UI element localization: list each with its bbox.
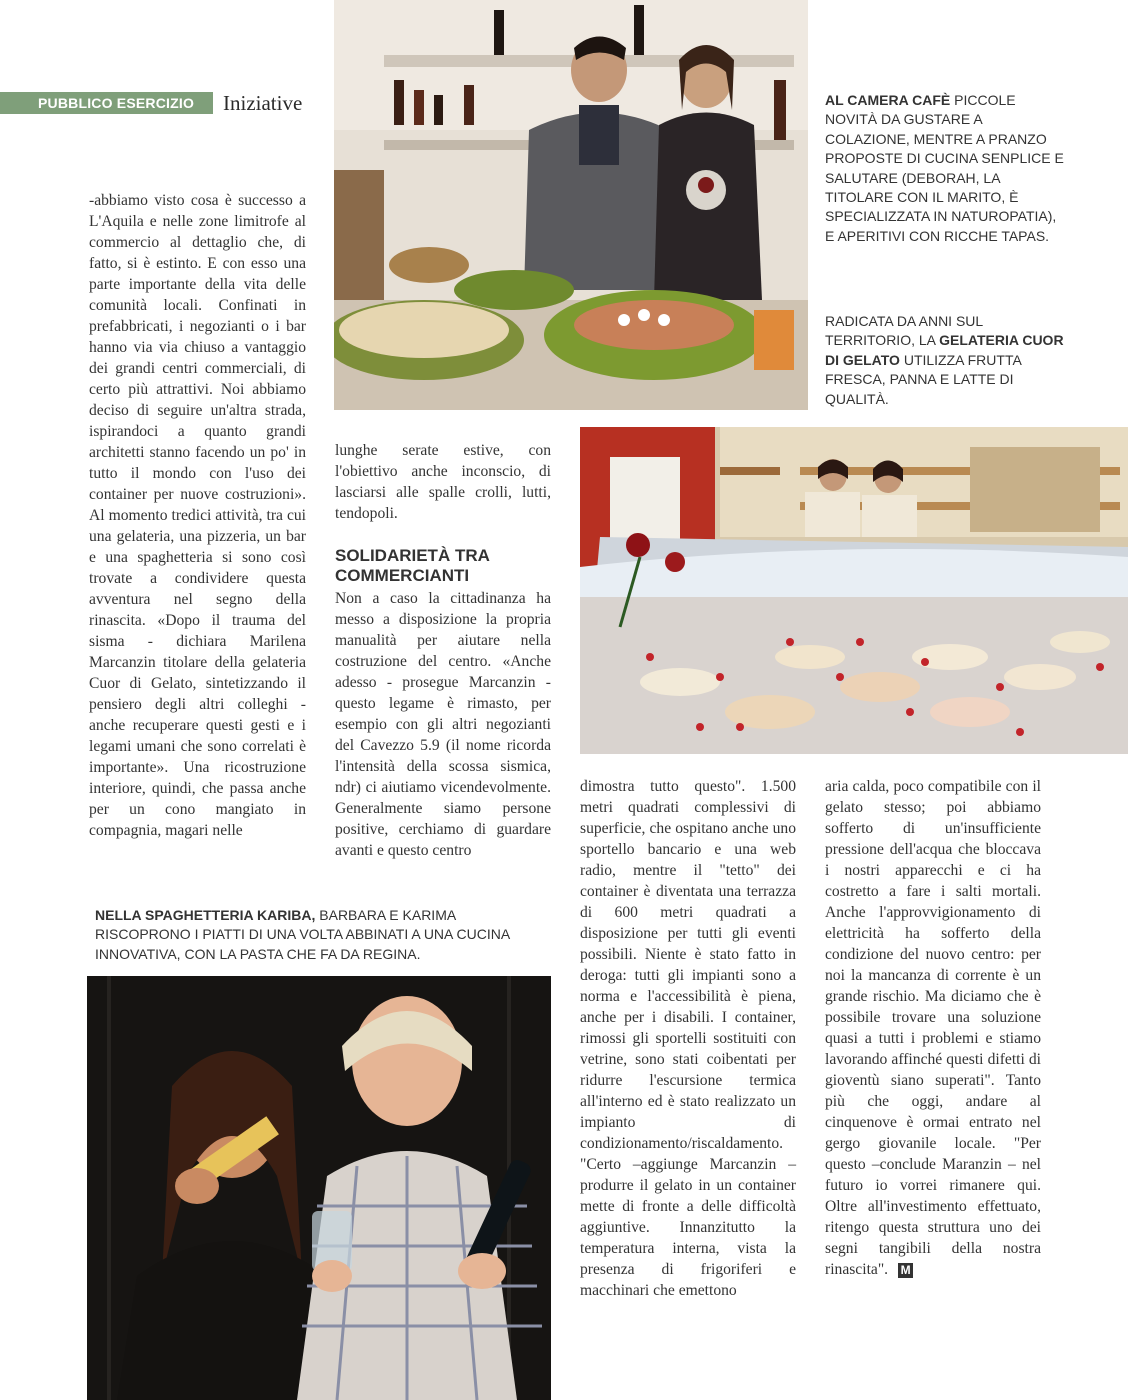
article-paragraph: lunghe serate estive, con l'obiettivo anche inconscio, di lasciarsi alle spalle crolli, lutti, tendopoli. [335, 442, 551, 522]
article-paragraph [825, 776, 1041, 1280]
caption-gelateria-text-2: UTILIZZA FRUTTA FRESCA, PANNA E LATTE DI QUALITÀ. [825, 351, 1022, 407]
article-column-2 [335, 440, 551, 524]
article-column-4 [825, 776, 1041, 1280]
caption-kariba-text: BARBARA E KARIMA RISCOPRONO I PIATTI DI UNA VOLTA ABBINATI A UNA CUCINA INNOVATIVA, CON LA PASTA CHE FA DA REGINA. [95, 907, 510, 962]
article-subhead: SOLIDARIETÀ TRA COMMERCIANTI [335, 546, 490, 585]
section-title: Iniziative [223, 91, 303, 115]
article-paragraph: -abbiamo visto cosa è successo a L'Aquila e nelle zone limitrofe al commercio al dettaglio che, di fatto, si è estinto. E con esso una parte importante della vita delle comunità locali. Confinati in prefabbricati, i negozianti o i bar hanno via via chiuso a vantaggio dei grandi centri commerciali, di certo più attrattivi. Noi abbiamo deciso di seguire un'altra strada, ispirandoci a quanto grandi architetti stanno facendo un po' in tutto il mondo con l'uso dei container per nuove costruzioni». Al momento tredici attività, tra cui una gelateria, una pizzeria, un bar e una spaghetteria si sono così trovate a condividere questa avventura nel segno della rinascita. «Dopo il trauma del sisma - dichiara Marilena Marcanzin titolare della gelateria Cuor di Gelato, sintetizzando il pensiero degli altri colleghi - anche recuperare questi gesti e i legami umani che sono correlati è importante». Una ricostruzione interiore, quindi, che passa anche per un cono mangiato in compagnia, magari nelle [89, 192, 306, 839]
section-label: PUBBLICO ESERCIZIO [38, 95, 195, 111]
article-column-2b [335, 588, 551, 861]
gelateria-photo [580, 427, 1128, 754]
camera-cafe-photo [334, 0, 808, 410]
article-column-3 [580, 776, 796, 1301]
caption-gelateria [825, 312, 1065, 409]
caption-camera-cafe-lead: AL CAMERA CAFÈ [825, 92, 951, 108]
article-paragraph-text: aria calda, poco compatibile con il gelato stesso; poi abbiamo sofferto di un'insufficiente pressione dell'acqua che bloccava i nostri apparecchi e ci ha costretto a fare i salti mortali. Anche l'approvvigionamento di elettricità ha sofferto della condizione del nuovo centro: per noi la mancanza di corrente è un grande rischio. Ma diciamo che è possibile trovare una soluzione quasi a tutti i problemi e stiamo lavorando affinché questi difetti di gioventù siano superati". Tanto più che oggi, andare al cinquenove è ormai entrato nel gergo giovanile locale. "Per questo –conclude Maranzin – nel futuro io vorrei rimanere qui. Oltre all'investimento effettuato, ritengo questa struttura uno dei segni tangibili della nostra rinascita". [825, 778, 1041, 1278]
article-column-1 [89, 190, 306, 841]
caption-camera-cafe-text: PICCOLE NOVITÀ DA GUSTARE A COLAZIONE, MENTRE A PRANZO PROPOSTE DI CUCINA SENPLICE E SALUTARE (DEBORAH, LA TITOLARE CON IL MARITO, È SPECIALIZZATA IN NATUROPATIA), E APERITIVI CON RICCHE TAPAS. [825, 92, 1064, 244]
end-mark-icon: M [898, 1263, 913, 1278]
caption-gelateria-lead: GELATERIA CUOR DI GELATO [825, 332, 1064, 368]
caption-kariba-lead: NELLA SPAGHETTERIA KARIBA, [95, 907, 316, 923]
caption-camera-cafe [825, 91, 1065, 246]
caption-kariba [95, 906, 535, 964]
article-paragraph: dimostra tutto questo". 1.500 metri quadrati complessivi di superficie, che ospitano anche uno sportello bancario e una web radio, mentre il "tetto" dei container è diventata una terrazza di 600 metri quadrati a disposizione per tutti gli eventi possibili. Niente è stato fatto in deroga: tutti gli impianti sono a norma e l'accessibilità è piena, anche per i disabili. I container, rimossi gli sportelli sostituiti con vetrine, sono stati coibentati per ridurre l'escursione termica all'interno ed è stato realizzato un impianto di condizionamento/riscaldamento. "Certo –aggiunge Marcanzin – produrre il gelato in un container mette di fronte a delle difficoltà aggiuntive. Innanzitutto la temperatura interna, vista la presenza di frigoriferi e macchinari che emettono [580, 778, 796, 1299]
kariba-photo [87, 976, 551, 1400]
caption-gelateria-text-1: RADICATA DA ANNI SUL TERRITORIO, LA [825, 313, 983, 349]
article-paragraph: Non a caso la cittadinanza ha messo a disposizione la propria manualità per aiutare nella costruzione del centro. «Anche adesso - prosegue Marcanzin - questo legame è rimasto, per esempio con gli altri negozianti del Cavezzo 5.9 (il nome ricorda l'intensità della scossa sismica, ndr) ci aiutiamo vicendevolmente. Generalmente siamo persone positive, cerchiamo di guardare avanti e questo centro [335, 590, 551, 859]
